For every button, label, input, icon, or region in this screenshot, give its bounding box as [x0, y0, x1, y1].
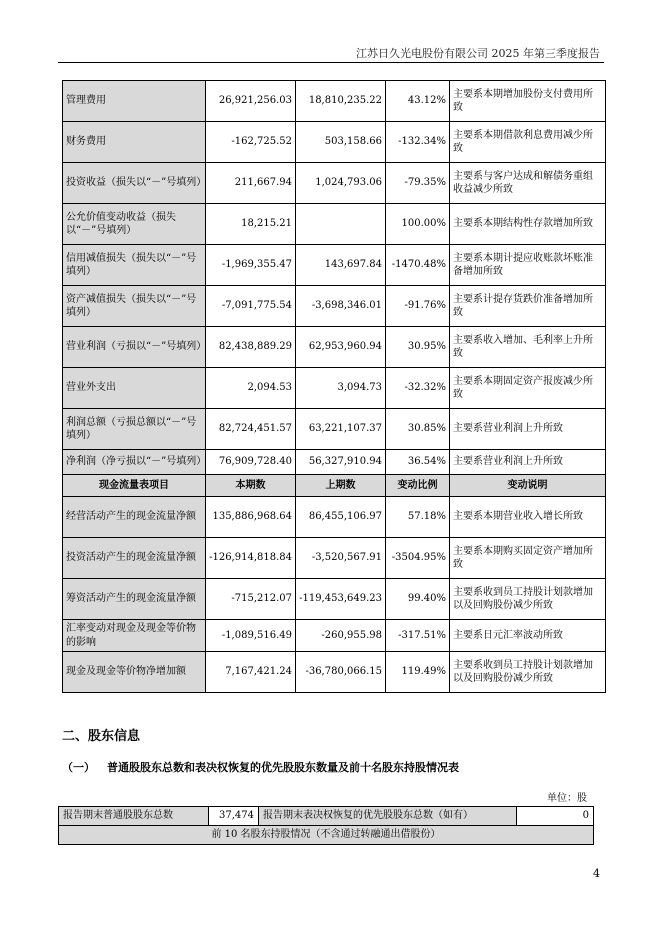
shareholder-count-row: [59, 807, 594, 826]
change-ratio: -132.34%: [386, 122, 450, 163]
income-table-row: [63, 409, 606, 450]
previous-period-value: -36,780,066.15: [296, 652, 386, 693]
cashflow-header-previous: 上期数: [296, 475, 386, 497]
financial-changes-table: [62, 80, 606, 693]
change-reason: 主要系营业利润上升所致: [450, 409, 606, 450]
top10-header-row: [59, 826, 594, 845]
change-ratio: -3504.95%: [386, 538, 450, 579]
subsection-title: [62, 759, 459, 775]
common-shareholder-label: 报告期末普通股股东总数: [59, 807, 209, 826]
cashflow-header-reason: 变动说明: [450, 475, 606, 497]
change-ratio: 36.54%: [386, 450, 450, 475]
change-ratio: 100.00%: [386, 204, 450, 245]
change-reason: 主要系与客户达成和解债务重组收益减少所致: [450, 163, 606, 204]
change-reason: 主要系本期计提应收账款坏账准备增加所致: [450, 245, 606, 286]
change-ratio: -91.76%: [386, 286, 450, 327]
cashflow-header-current: 本期数: [206, 475, 296, 497]
change-ratio: 57.18%: [386, 497, 450, 538]
income-table-row: [63, 286, 606, 327]
change-ratio: -317.51%: [386, 620, 450, 652]
cashflow-table-row: [63, 579, 606, 620]
change-reason: 主要系计提存货跌价准备增加所致: [450, 286, 606, 327]
previous-period-value: 503,158.66: [296, 122, 386, 163]
income-table-row: [63, 368, 606, 409]
row-item-label: 投资收益（损失以“－”号填列）: [63, 163, 206, 204]
previous-period-value: 1,024,793.06: [296, 163, 386, 204]
change-reason: 主要系本期购买固定资产增加所致: [450, 538, 606, 579]
previous-period-value: 3,094.73: [296, 368, 386, 409]
previous-period-value: -3,698,346.01: [296, 286, 386, 327]
row-item-label: 经营活动产生的现金流量净额: [63, 497, 206, 538]
previous-period-value: -119,453,649.23: [296, 579, 386, 620]
previous-period-value: -3,520,567.91: [296, 538, 386, 579]
change-reason: 主要系本期借款利息费用减少所致: [450, 122, 606, 163]
unit-label: 单位：股: [547, 793, 587, 804]
row-item-label: 筹资活动产生的现金流量净额: [63, 579, 206, 620]
current-period-value: 7,167,421.24: [206, 652, 296, 693]
cashflow-table-row: [63, 652, 606, 693]
current-period-value: -126,914,818.84: [206, 538, 296, 579]
shareholder-table: [58, 806, 594, 845]
income-table-row: [63, 245, 606, 286]
previous-period-value: 18,810,235.22: [296, 81, 386, 122]
row-item-label: 公允价值变动收益（损失以“－”号填列）: [63, 204, 206, 245]
common-shareholder-value: 37,474: [209, 807, 259, 826]
income-table-row: [63, 163, 606, 204]
current-period-value: 26,921,256.03: [206, 81, 296, 122]
row-item-label: 汇率变动对现金及现金等价物的影响: [63, 620, 206, 652]
current-period-value: -1,089,516.49: [206, 620, 296, 652]
preferred-shareholder-label: 报告期末表决权恢复的优先股股东总数（如有）: [259, 807, 517, 826]
current-period-value: 82,724,451.57: [206, 409, 296, 450]
current-period-value: -1,969,355.47: [206, 245, 296, 286]
change-reason: 主要系本期营业收入增长所致: [450, 497, 606, 538]
change-ratio: 30.95%: [386, 327, 450, 368]
section-title-shareholders: 二、股东信息: [62, 729, 141, 744]
report-header-title: 江苏日久光电股份有限公司 2025 年第三季度报告: [356, 47, 600, 60]
change-ratio: -1470.48%: [386, 245, 450, 286]
row-item-label: 财务费用: [63, 122, 206, 163]
current-period-value: 18,215.21: [206, 204, 296, 245]
preferred-shareholder-value: 0: [517, 807, 594, 826]
previous-period-value: 56,327,910.94: [296, 450, 386, 475]
income-table-row: [63, 327, 606, 368]
previous-period-value: 143,697.84: [296, 245, 386, 286]
header-divider: [58, 62, 604, 63]
previous-period-value: 63,221,107.37: [296, 409, 386, 450]
top10-header: 前 10 名股东持股情况（不含通过转融通出借股份）: [59, 826, 594, 845]
change-ratio: 30.85%: [386, 409, 450, 450]
change-reason: 主要系收到员工持股计划款增加以及回购股份减少所致: [450, 652, 606, 693]
cashflow-table-row: [63, 538, 606, 579]
change-reason: 主要系本期结构性存款增加所致: [450, 204, 606, 245]
row-item-label: 投资活动产生的现金流量净额: [63, 538, 206, 579]
row-item-label: 营业外支出: [63, 368, 206, 409]
row-item-label: 信用减值损失（损失以“－”号填列）: [63, 245, 206, 286]
cashflow-table-row: [63, 620, 606, 652]
change-reason: 主要系本期增加股份支付费用所致: [450, 81, 606, 122]
change-reason: 主要系日元汇率波动所致: [450, 620, 606, 652]
row-item-label: 资产减值损失（损失以“－”号填列）: [63, 286, 206, 327]
income-table-row: [63, 450, 606, 475]
current-period-value: -715,212.07: [206, 579, 296, 620]
page-number: 4: [593, 867, 600, 880]
cashflow-header-ratio: 变动比例: [386, 475, 450, 497]
cashflow-header-row: [63, 475, 606, 497]
change-reason: 主要系收入增加、毛利率上升所致: [450, 327, 606, 368]
income-table-row: [63, 204, 606, 245]
current-period-value: -162,725.52: [206, 122, 296, 163]
subsection-text: 普通股股东总数和表决权恢复的优先股股东数量及前十名股东持股情况表: [107, 761, 459, 774]
previous-period-value: -260,955.98: [296, 620, 386, 652]
income-table-row: [63, 81, 606, 122]
cashflow-header-item: 现金流量表项目: [63, 475, 206, 497]
change-ratio: -79.35%: [386, 163, 450, 204]
change-ratio: 99.40%: [386, 579, 450, 620]
row-item-label: 利润总额（亏损总额以“－”号填列）: [63, 409, 206, 450]
current-period-value: 76,909,728.40: [206, 450, 296, 475]
previous-period-value: [296, 204, 386, 245]
change-ratio: 43.12%: [386, 81, 450, 122]
change-reason: 主要系收到员工持股计划款增加以及回购股份减少所致: [450, 579, 606, 620]
change-ratio: 119.49%: [386, 652, 450, 693]
previous-period-value: 86,455,106.97: [296, 497, 386, 538]
current-period-value: 135,886,968.64: [206, 497, 296, 538]
change-reason: 主要系本期固定资产报废减少所致: [450, 368, 606, 409]
cashflow-table-row: [63, 497, 606, 538]
income-table-row: [63, 122, 606, 163]
row-item-label: 净利润（净亏损以“－”号填列）: [63, 450, 206, 475]
previous-period-value: 62,953,960.94: [296, 327, 386, 368]
current-period-value: -7,091,775.54: [206, 286, 296, 327]
row-item-label: 现金及现金等价物净增加额: [63, 652, 206, 693]
current-period-value: 2,094.53: [206, 368, 296, 409]
change-reason: 主要系营业利润上升所致: [450, 450, 606, 475]
current-period-value: 211,667.94: [206, 163, 296, 204]
row-item-label: 营业利润（亏损以“－”号填列）: [63, 327, 206, 368]
change-ratio: -32.32%: [386, 368, 450, 409]
row-item-label: 管理费用: [63, 81, 206, 122]
subsection-number: （一）: [62, 761, 95, 774]
current-period-value: 82,438,889.29: [206, 327, 296, 368]
